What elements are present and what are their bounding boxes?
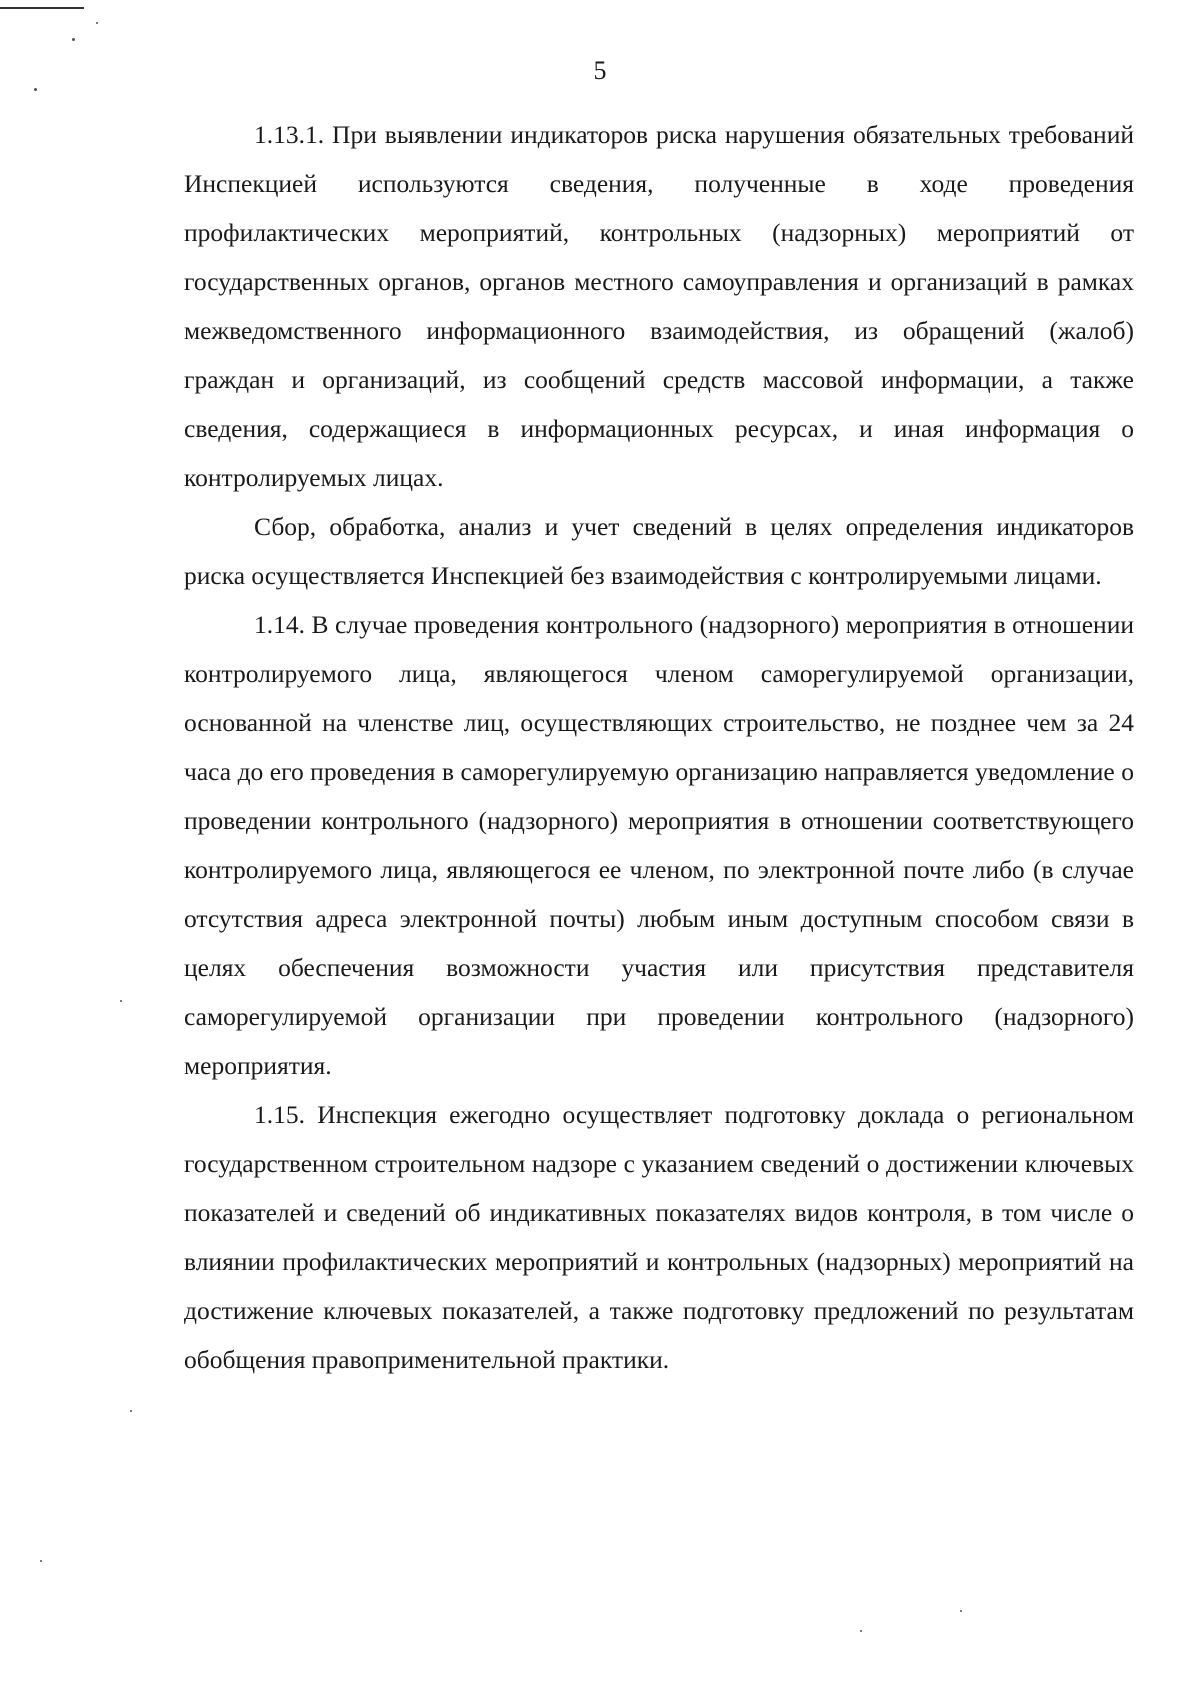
page-number: 5 xyxy=(593,56,607,85)
document-body xyxy=(184,110,1134,1384)
scan-speck xyxy=(72,38,75,41)
scan-speck xyxy=(960,1610,962,1612)
scan-speck xyxy=(130,1410,132,1412)
paragraph-1-15: 1.15. Инспекция ежегодно осуществляет подготовку доклада о региональном государственном строительном надзоре с указанием сведений о достижении ключевых показателей и сведений об индикативных показателях видов контроля, в том числе о влиянии профилактических мероприятий и контрольных (надзорных) мероприятий на достижение ключевых показателей, а также подготовку предложений по результатам обобщения правоприменительной практики. xyxy=(184,1100,1134,1374)
scan-speck xyxy=(860,1630,862,1632)
scan-speck xyxy=(96,22,98,24)
scan-speck xyxy=(34,88,37,91)
paragraph-data-collection: Сбор, обработка, анализ и учет сведений в целях определения индикаторов риска осуществляется Инспекцией без взаимодействия с контролируемыми лицами. xyxy=(184,512,1134,590)
scan-edge-rule xyxy=(0,7,84,9)
scan-speck xyxy=(40,1560,42,1562)
paragraph-1-14: 1.14. В случае проведения контрольного (надзорного) мероприятия в отношении контролируемого лица, являющегося членом саморегулируемой организации, основанной на членстве лиц, осуществляющих строительство, не позднее чем за 24 часа до его проведения в саморегулируемую организацию направляется уведомление о проведении контрольного (надзорного) мероприятия в отношении соответствующего контролируемого лица, являющегося ее членом, по электронной почте либо (в случае отсутствия адреса электронной почты) любым иным доступным способом связи в целях обеспечения возможности участия или присутствия представителя саморегулируемой организации при проведении контрольного (надзорного) мероприятия. xyxy=(184,610,1134,1080)
paragraph-1-13-1: 1.13.1. При выявлении индикаторов риска нарушения обязательных требований Инспекцией используются сведения, полученные в ходе проведения профилактических мероприятий, контрольных (надзорных) мероприятий от государственных органов, органов местного самоуправления и организаций в рамках межведомственного информационного взаимодействия, из обращений (жалоб) граждан и организаций, из сообщений средств массовой информации, а также сведения, содержащиеся в информационных ресурсах, и иная информация о контролируемых лицах. xyxy=(184,120,1134,492)
scan-speck xyxy=(120,1000,122,1002)
